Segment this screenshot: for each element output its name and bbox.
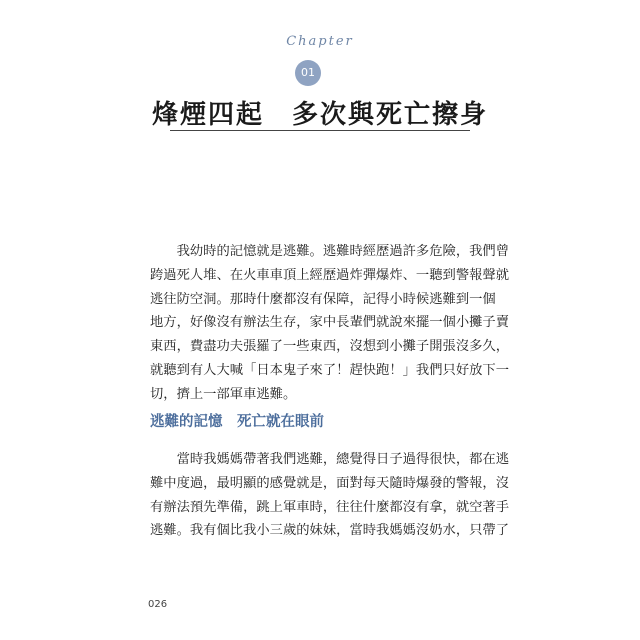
page-number: 026 bbox=[148, 599, 168, 610]
paragraph-line: 有辦法預先準備，跳上軍車時，往往什麼都沒有拿，就空著手 bbox=[150, 499, 510, 515]
paragraph-1 bbox=[150, 240, 510, 407]
paragraph-line: 切，擠上一部軍車逃難。 bbox=[150, 386, 297, 402]
chapter-title: 烽煙四起 多次與死亡擦身 bbox=[151, 100, 488, 130]
section-subheading: 逃難的記憶 死亡就在眼前 bbox=[150, 414, 324, 430]
paragraph-line: 當時我媽媽帶著我們逃難，總覺得日子過得很快，都在逃 bbox=[150, 452, 510, 467]
paragraph-line: 我幼時的記憶就是逃難。逃難時經歷過許多危險，我們曾 bbox=[150, 244, 510, 259]
paragraph-line: 難中度過，最明顯的感覺就是，面對每天隨時爆發的警報，沒 bbox=[150, 475, 510, 491]
paragraph-2 bbox=[150, 448, 510, 543]
paragraph-line: 逃往防空洞。那時什麼都沒有保障，記得小時候逃難到一個 bbox=[150, 291, 496, 307]
chapter-label: Chapter bbox=[286, 34, 354, 49]
title-underline bbox=[170, 130, 470, 131]
chapter-number-badge: 01 bbox=[295, 60, 321, 86]
paragraph-line: 跨過死人堆、在火車車頂上經歷過炸彈爆炸、一聽到警報聲就 bbox=[150, 267, 510, 283]
paragraph-line: 逃難。我有個比我小三歲的妹妹，當時我媽媽沒奶水，只帶了 bbox=[150, 523, 510, 539]
paragraph-line: 東西，費盡功夫張羅了一些東西，沒想到小攤子開張沒多久， bbox=[150, 339, 510, 355]
paragraph-line: 地方，好像沒有辦法生存，家中長輩們就說來擺一個小攤子賣 bbox=[150, 315, 510, 331]
paragraph-line: 就聽到有人大喊「日本鬼子來了！趕快跑！」我們只好放下一 bbox=[150, 362, 510, 378]
